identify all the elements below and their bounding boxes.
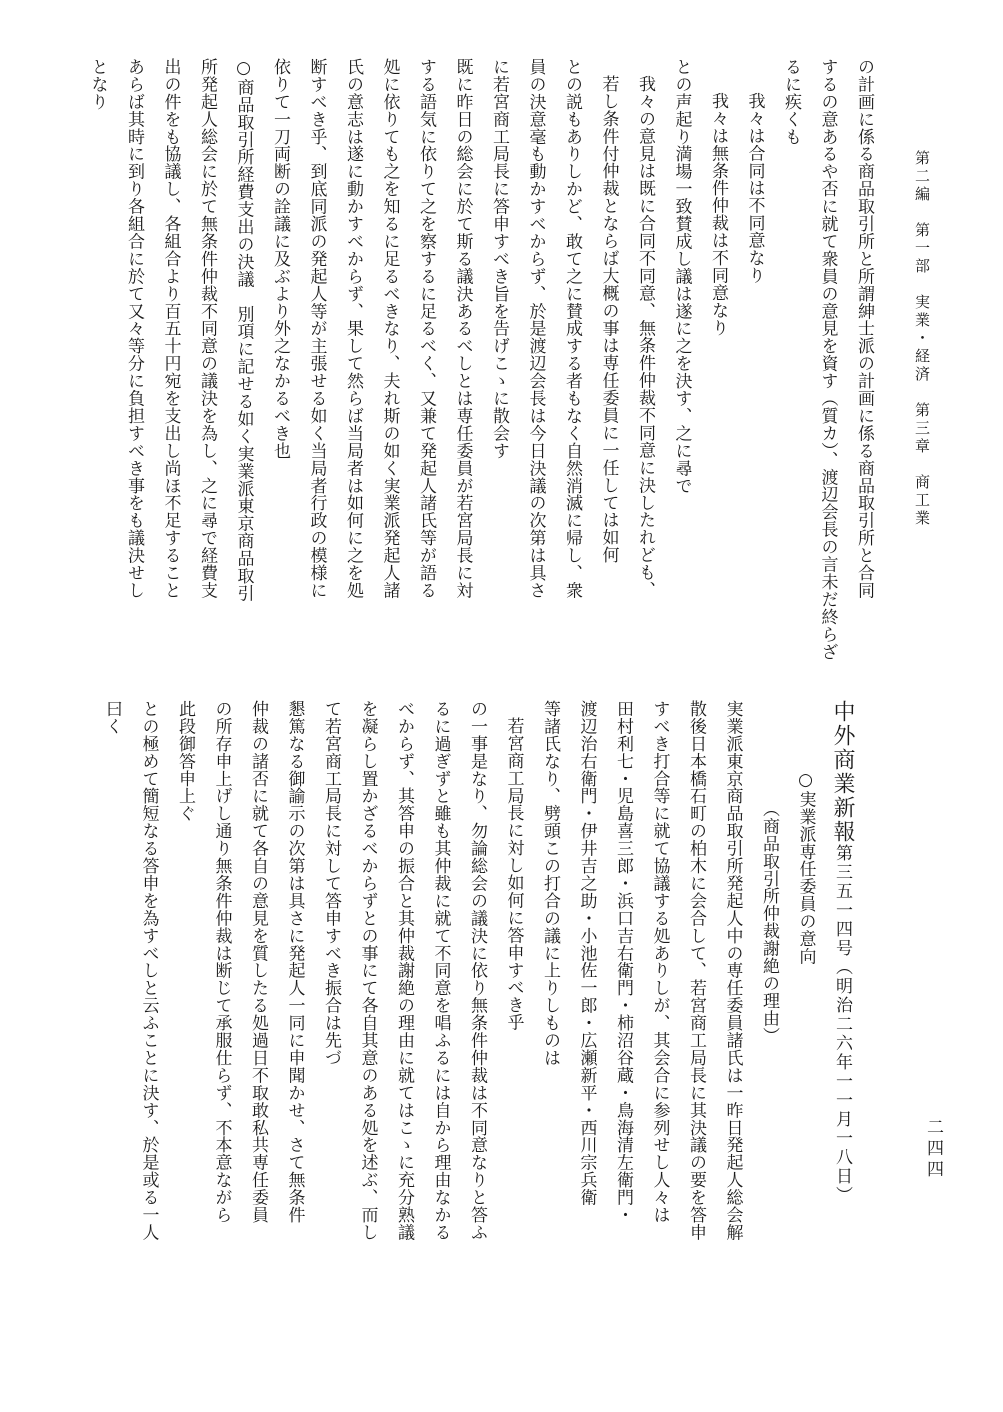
text-line: 我々は無条件仲裁は不同意なり: [708, 92, 728, 337]
text-line: 員の決意毫も動かすべからず、於是渡辺会長は今日決議の次第は具さ: [525, 58, 546, 599]
text-line: 仲裁の諸否に就て各自の意見を質したる処過日不取敢私共専任委員: [248, 700, 268, 1224]
article-subheadline: （商品取引所仲裁謝絶の理由）: [759, 800, 779, 1045]
text-line: を凝らし置かざるべからずとの事にて各自其意のある処を述ぶ、而し: [357, 700, 378, 1241]
text-line: て若宮商工局長に対して答申すべき振合は先づ: [321, 700, 341, 1067]
text-line: 若し条件付仲裁とならば大概の事は専任委員に一任しては如何: [598, 75, 619, 564]
running-header: 第二編 第一部 実業・経済 第三章 商工業: [913, 150, 931, 528]
text-line: 此段御答申上ぐ: [175, 700, 195, 823]
text-line: 依りて一刀両断の詮議に及ぶより外之なかるべき也: [270, 58, 290, 460]
text-line: べからず、其答申の振合と其仲裁謝絶の理由に就てはこゝに充分熟議: [394, 700, 414, 1241]
text-line: するの意あるや否に就て衆員の意見を資す（質カ）、渡辺会長の言未だ終らざ: [817, 58, 838, 661]
text-line: の一事是なり、勿論総会の議決に依り無条件仲裁は不同意なりと答ふ: [467, 700, 487, 1241]
text-line: 散後日本橋石町の柏木に会合して、若宮商工局長に其決議の要を答申: [686, 700, 706, 1241]
text-line: 若宮商工局長に対し如何に答申すべき乎: [503, 717, 524, 1032]
text-line: るに疾くも: [781, 58, 801, 146]
text-line: 処に依りても之を知るに足るべきなり、夫れ斯の如く実業派発起人諸: [379, 58, 400, 599]
text-line: に若宮商工局長に答申すべき旨を告げこゝに散会す: [489, 58, 509, 460]
text-line: 既に昨日の総会に於て斯る議決あるべしとは専任委員が若宮局長に対: [452, 58, 473, 599]
issue-info: 第三五一四号（明治二六年一一月一八日）: [832, 844, 852, 1205]
text-line: 懇篤なる御諭示の次第は具さに発起人一同に申聞かせ、さて無条件: [284, 700, 305, 1224]
text-line: あらば其時に到り各組合に於て又々等分に負担すべき事をも議決せし: [124, 58, 144, 599]
newspaper-title: 中外商業新報: [830, 700, 855, 844]
text-line: 渡辺治右衛門・伊井吉之助・小池佐一郎・広瀬新平・西川宗兵衛: [576, 700, 597, 1207]
text-line: 氏の意志は遂に動かすべからず、果して然らば当局者は如何に之を処: [343, 58, 363, 599]
text-line: 出の件をも協議し、各組合より百五十円宛を支出し尚ほ不足すること: [160, 58, 181, 599]
text-line: 田村利七・児島喜三郎・浜口吉右衛門・柿沼谷蔵・鳥海清左衛門・: [613, 700, 633, 1224]
text-line: 我々の意見は既に合同不同意、無条件仲裁不同意に決したれども、: [635, 75, 655, 599]
text-line: ○商品取引所経費支出の決議 別項に記せる如く実業派東京商品取引: [233, 58, 254, 602]
text-line: の計画に係る商品取引所と所謂紳士派の計画に係る商品取引所と合同: [854, 58, 874, 599]
text-line: 断すべき乎、到底同派の発起人等が主張せる如く当局者行政の模様に: [306, 58, 327, 599]
text-line: との説もありしかど、敢て之に賛成する者もなく自然消滅に帰し、衆: [562, 58, 582, 599]
text-line: の所存申上げし通り無条件仲裁は断じて承服仕らず、不本意ながら: [211, 700, 232, 1224]
text-line: 等諸氏なり、劈頭この打合の議に上りしものは: [540, 700, 560, 1067]
article-headline: ○実業派専任委員の意向: [795, 770, 816, 965]
text-line: すべき打合等に就て協議する処ありしが、其会合に参列せし人々は: [649, 700, 670, 1224]
text-line: する語気に依りて之を察するに足るべく、又兼て発起人諸氏等が語る: [416, 58, 436, 599]
text-line: 曰く: [102, 700, 122, 735]
page-number: 二四四: [923, 1118, 943, 1181]
text-line: 我々は合同は不同意なり: [744, 92, 765, 284]
text-line: るに過ぎずと雖も其仲裁に就て不同意を唱ふるには自から理由なかる: [430, 700, 451, 1241]
text-line: との極めて簡短なる答申を為すべしと云ふことに決す、於是或る一人: [138, 700, 159, 1241]
text-line: となり: [87, 58, 108, 111]
text-line: との声起り満場一致賛成し議は遂に之を決す、之に尋で: [671, 58, 692, 495]
newspaper-header-line: [824, 700, 861, 1320]
top-text-block: [62, 58, 882, 678]
text-line: 実業派東京商品取引所発起人中の専任委員諸氏は一昨日発起人総会解: [722, 700, 743, 1241]
bottom-text-block: [90, 700, 860, 1320]
text-line: 所発起人総会に於て無条件仲裁不同意の議決を為し、之に尋で経費支: [197, 58, 217, 599]
